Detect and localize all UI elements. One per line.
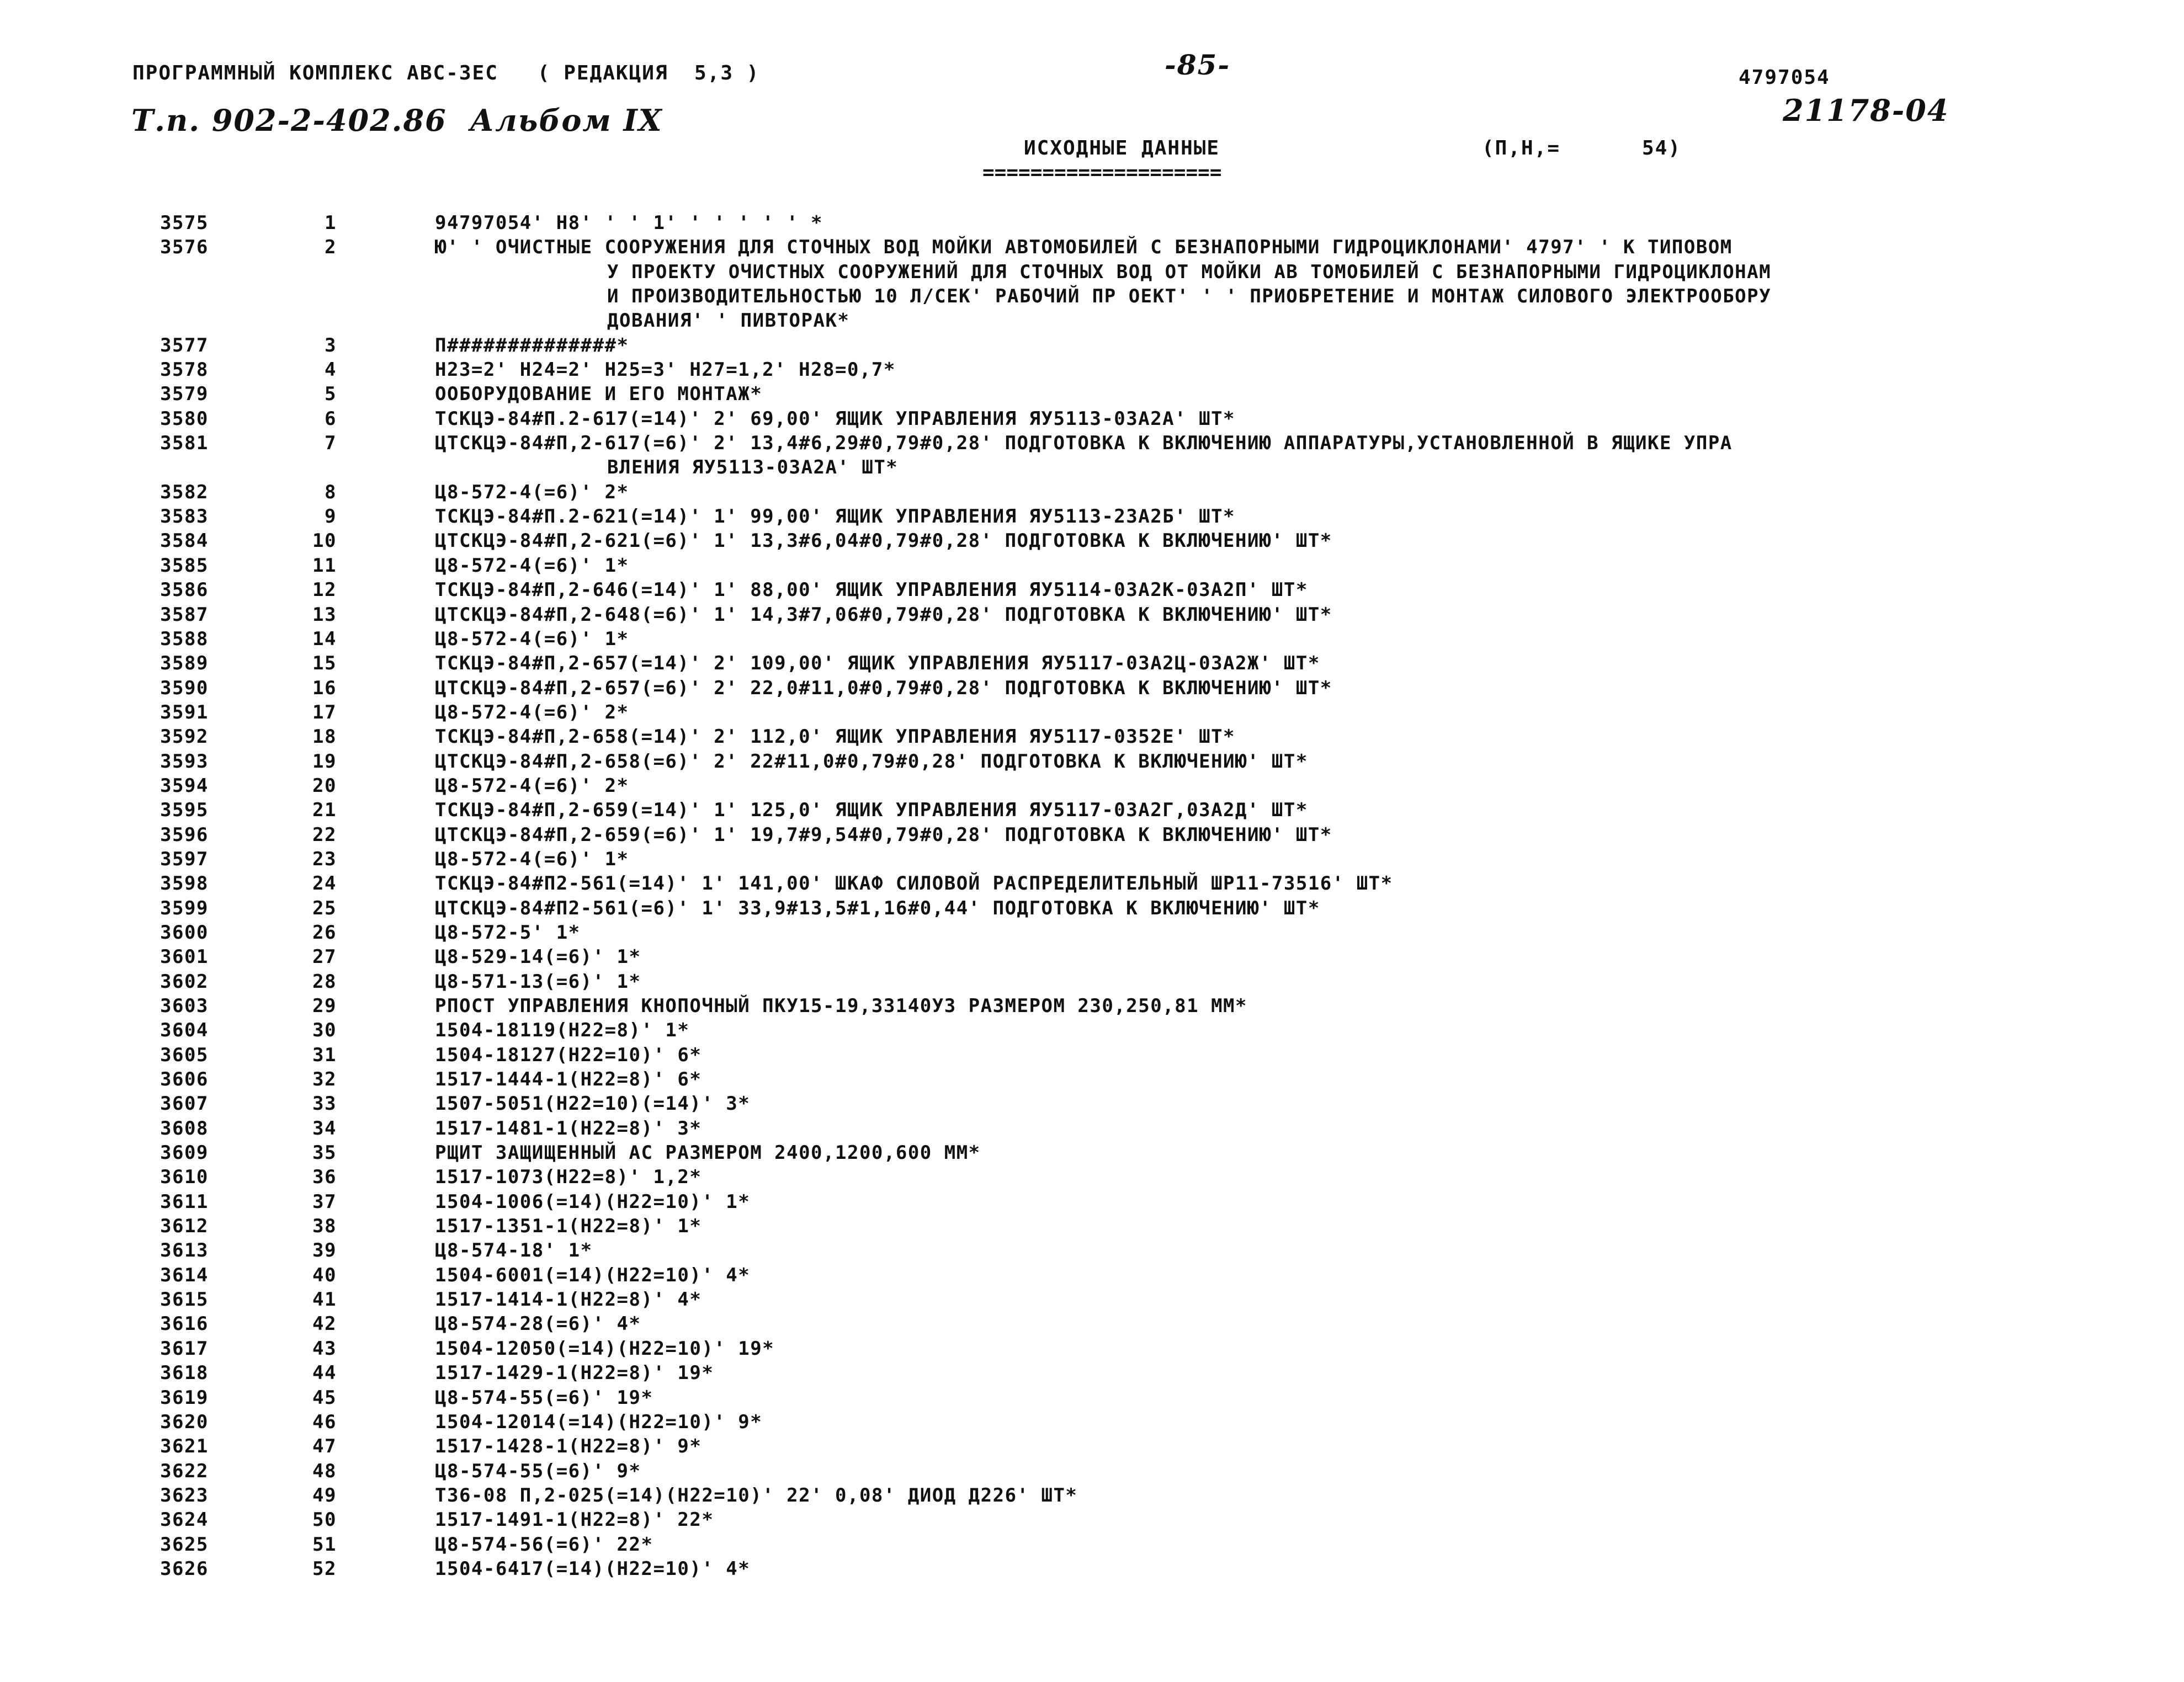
pn-label: (П,Н,=: [1482, 137, 1561, 159]
listing-row: [0, 1387, 2184, 1411]
record-number: 3624: [160, 1509, 209, 1531]
record-number: 3594: [160, 774, 209, 797]
line-index: 21: [312, 799, 337, 822]
record-number: 3587: [160, 603, 209, 626]
record-text: Ц8-572-4(=6)' 2*: [435, 774, 629, 797]
record-number: 3618: [160, 1362, 209, 1385]
line-index: 14: [312, 627, 337, 650]
record-number: 3608: [160, 1117, 209, 1140]
record-text: 1504-6417(=14)(Н22=10)' 4*: [435, 1557, 751, 1580]
pn-value: 54): [1642, 137, 1682, 159]
listing-row: [0, 505, 2184, 530]
line-index: 27: [312, 946, 337, 968]
line-index: 23: [312, 848, 337, 870]
line-index: 15: [312, 652, 337, 675]
record-text: 1517-1428-1(Н22=8)' 9*: [435, 1435, 702, 1458]
record-text: Ю' ' ОЧИСТНЫЕ СООРУЖЕНИЯ ДЛЯ СТОЧНЫХ ВОД МОЙКИ АВТОМОБИЛЕЙ С БЕЗНАПОРНЫМИ ГИДРОЦИКЛОНАМИ' 4797' ' К ТИПОВОМ: [435, 236, 1733, 259]
record-number: 3576: [160, 236, 209, 259]
program-header: ПРОГРАММНЫЙ КОМПЛЕКС АВС-3ЕС ( РЕДАКЦИЯ 5,3 ): [132, 62, 760, 84]
record-text: Ц8-574-28(=6)' 4*: [435, 1313, 641, 1335]
line-index: 8: [325, 481, 337, 503]
line-index: 38: [312, 1215, 337, 1238]
line-index: 5: [325, 383, 337, 406]
record-text: ТСКЦЭ-84#П,2-659(=14)' 1' 125,0' ЯЩИК УПРАВЛЕНИЯ ЯУ5117-03А2Г,03А2Д' ШТ*: [435, 799, 1308, 822]
line-index: 50: [312, 1509, 337, 1531]
listing-row: [0, 481, 2184, 505]
record-number: 3601: [160, 946, 209, 968]
record-number: 3577: [160, 334, 209, 356]
listing-row: [0, 726, 2184, 750]
record-number: 3578: [160, 359, 209, 381]
record-text: ЦТСКЦЭ-84#П,2-648(=6)' 1' 14,3#7,06#0,79#0,28' ПОДГОТОВКА К ВКЛЮЧЕНИЮ' ШТ*: [435, 603, 1332, 626]
line-index: 6: [325, 407, 337, 430]
record-number: 3616: [160, 1313, 209, 1335]
line-index: 1: [325, 212, 337, 234]
listing-row: [0, 383, 2184, 407]
listing-row: [0, 432, 2184, 456]
record-text: Т36-08 П,2-025(=14)(Н22=10)' 22' 0,08' ДИОД Д226' ШТ*: [435, 1484, 1078, 1507]
listing-row-continuation: [0, 261, 2184, 285]
record-number: 3611: [160, 1190, 209, 1213]
record-text: РПОСТ УПРАВЛЕНИЯ КНОПОЧНЫЙ ПКУ15-19,33140У3 РАЗМЕРОМ 230,250,81 ММ*: [435, 995, 1247, 1017]
record-text: Ц8-574-56(=6)' 22*: [435, 1533, 653, 1556]
listing-row: [0, 1191, 2184, 1215]
line-index: 9: [325, 505, 337, 528]
record-text: Ц8-574-55(=6)' 9*: [435, 1460, 641, 1482]
record-number: 3606: [160, 1068, 209, 1091]
record-text: ДОВАНИЯ' ' ПИВТОРАК*: [607, 310, 850, 332]
line-index: 2: [325, 236, 337, 259]
listing-row: [0, 1484, 2184, 1509]
record-text: Ц8-572-4(=6)' 2*: [435, 701, 629, 723]
record-text: 1517-1073(Н22=8)' 1,2*: [435, 1166, 702, 1189]
listing-row: [0, 971, 2184, 995]
record-text: ВЛЕНИЯ ЯУ5113-03А2А' ШТ*: [607, 456, 899, 479]
record-number: 3584: [160, 530, 209, 552]
record-number: 3619: [160, 1386, 209, 1409]
record-number: 3593: [160, 750, 209, 773]
record-number: 3596: [160, 823, 209, 846]
listing-row: [0, 775, 2184, 799]
page-mark: -85-: [1165, 49, 1231, 81]
record-number: 3612: [160, 1215, 209, 1238]
record-number: 3615: [160, 1289, 209, 1311]
listing-row: [0, 1166, 2184, 1190]
record-text: ЦТСКЦЭ-84#П,2-658(=6)' 2' 22#11,0#0,79#0,28' ПОДГОТОВКА К ВКЛЮЧЕНИЮ' ШТ*: [435, 750, 1308, 773]
record-number: 3590: [160, 677, 209, 699]
record-number: 3610: [160, 1166, 209, 1189]
record-text: ЦТСКЦЭ-84#П,2-621(=6)' 1' 13,3#6,04#0,79#0,28' ПОДГОТОВКА К ВКЛЮЧЕНИЮ' ШТ*: [435, 530, 1332, 552]
record-text: Ц8-571-13(=6)' 1*: [435, 970, 641, 993]
line-index: 35: [312, 1142, 337, 1164]
listing-row-continuation: [0, 456, 2184, 481]
listing-row: [0, 1509, 2184, 1533]
record-text: ТСКЦЭ-84#П2-561(=14)' 1' 141,00' ШКАФ СИЛОВОЙ РАСПРЕДЕЛИТЕЛЬНЫЙ ШР11-73516' ШТ*: [435, 872, 1393, 895]
line-index: 32: [312, 1068, 337, 1091]
line-index: 7: [325, 432, 337, 455]
record-text: 1517-1481-1(Н22=8)' 3*: [435, 1117, 702, 1140]
line-index: 25: [312, 897, 337, 919]
record-number: 3626: [160, 1557, 209, 1580]
listing-row: [0, 1338, 2184, 1362]
listing-row-continuation: [0, 285, 2184, 310]
record-text: ТСКЦЭ-84#П,2-658(=14)' 2' 112,0' ЯЩИК УПРАВЛЕНИЯ ЯУ5117-0352Е' ШТ*: [435, 726, 1236, 748]
record-text: ТСКЦЭ-84#П,2-646(=14)' 1' 88,00' ЯЩИК УПРАВЛЕНИЯ ЯУ5114-03А2К-03А2П' ШТ*: [435, 579, 1308, 602]
record-number: 3591: [160, 701, 209, 723]
line-index: 43: [312, 1337, 337, 1360]
listing-row: [0, 922, 2184, 946]
listing-row: [0, 604, 2184, 628]
record-text: 1517-1429-1(Н22=8)' 19*: [435, 1362, 714, 1385]
record-text: ТСКЦЭ-84#П,2-657(=14)' 2' 109,00' ЯЩИК УПРАВЛЕНИЯ ЯУ5117-03А2Ц-03А2Ж' ШТ*: [435, 652, 1320, 675]
listing-row: [0, 628, 2184, 652]
record-text: Ц8-572-4(=6)' 2*: [435, 481, 629, 503]
record-text: Ц8-572-4(=6)' 1*: [435, 627, 629, 650]
listing-row: [0, 1460, 2184, 1484]
line-index: 19: [312, 750, 337, 773]
line-index: 51: [312, 1533, 337, 1556]
record-text: ООБОРУДОВАНИЕ И ЕГО МОНТАЖ*: [435, 383, 763, 406]
listing-row: [0, 1289, 2184, 1313]
listing-row: [0, 408, 2184, 432]
line-index: 16: [312, 677, 337, 699]
line-index: 20: [312, 774, 337, 797]
record-text: 1504-12050(=14)(Н22=10)' 19*: [435, 1337, 775, 1360]
listing-row: [0, 1044, 2184, 1068]
line-index: 49: [312, 1484, 337, 1507]
record-number: 3602: [160, 970, 209, 993]
line-index: 13: [312, 603, 337, 626]
record-text: ТСКЦЭ-84#П.2-621(=14)' 1' 99,00' ЯЩИК УПРАВЛЕНИЯ ЯУ5113-23А2Б' ШТ*: [435, 505, 1236, 528]
record-number: 3605: [160, 1044, 209, 1066]
record-number: 3622: [160, 1460, 209, 1482]
line-index: 26: [312, 921, 337, 944]
listing-row: [0, 750, 2184, 775]
record-text: Ц8-572-4(=6)' 1*: [435, 554, 629, 577]
line-index: 33: [312, 1093, 337, 1115]
record-number: 3579: [160, 383, 209, 406]
line-index: 37: [312, 1190, 337, 1213]
listing-row: [0, 897, 2184, 922]
record-text: 1507-5051(Н22=10)(=14)' 3*: [435, 1093, 751, 1115]
record-text: У ПРОЕКТУ ОЧИСТНЫХ СООРУЖЕНИЙ ДЛЯ СТОЧНЫХ ВОД ОТ МОЙКИ АВ ТОМОБИЛЕЙ С БЕЗНАПОРНЫМИ ГИДРОЦИКЛОНАМ: [607, 260, 1772, 283]
listing-row: [0, 848, 2184, 872]
line-index: 17: [312, 701, 337, 723]
record-number: 3620: [160, 1410, 209, 1433]
line-index: 46: [312, 1410, 337, 1433]
record-text: 1504-12014(=14)(Н22=10)' 9*: [435, 1410, 763, 1433]
listing-row: [0, 555, 2184, 579]
record-text: Ц8-574-55(=6)' 19*: [435, 1386, 653, 1409]
listing-row: [0, 701, 2184, 726]
listing-row: [0, 1264, 2184, 1289]
line-index: 30: [312, 1019, 337, 1042]
listing-row: [0, 872, 2184, 897]
record-text: 1504-6001(=14)(Н22=10)' 4*: [435, 1264, 751, 1286]
section-underline: ====================: [982, 161, 1222, 184]
listing-row: [0, 1019, 2184, 1044]
line-index: 52: [312, 1557, 337, 1580]
record-number: 3609: [160, 1142, 209, 1164]
listing-row: [0, 530, 2184, 554]
record-text: ЦТСКЦЭ-84#П,2-659(=6)' 1' 19,7#9,54#0,79#0,28' ПОДГОТОВКА К ВКЛЮЧЕНИЮ' ШТ*: [435, 823, 1332, 846]
record-text: 1504-18127(Н22=10)' 6*: [435, 1044, 702, 1066]
record-text: Ц8-574-18' 1*: [435, 1239, 593, 1262]
record-text: 1517-1444-1(Н22=8)' 6*: [435, 1068, 702, 1091]
line-index: 10: [312, 530, 337, 552]
record-number: 3592: [160, 726, 209, 748]
record-text: Н23=2' Н24=2' Н25=3' Н27=1,2' Н28=0,7*: [435, 359, 896, 381]
record-number: 3607: [160, 1093, 209, 1115]
record-number: 3600: [160, 921, 209, 944]
listing-row: [0, 1093, 2184, 1117]
listing-row: [0, 946, 2184, 970]
record-text: ЦТСКЦЭ-84#П,2-657(=6)' 2' 22,0#11,0#0,79#0,28' ПОДГОТОВКА К ВКЛЮЧЕНИЮ' ШТ*: [435, 677, 1332, 699]
listing-row: [0, 1411, 2184, 1435]
record-text: 1504-1006(=14)(Н22=10)' 1*: [435, 1190, 751, 1213]
record-text: ЦТСКЦЭ-84#П,2-617(=6)' 2' 13,4#6,29#0,79#0,28' ПОДГОТОВКА К ВКЛЮЧЕНИЮ АППАРАТУРЫ,УСТАНОВЛЕННОЙ В ЯЩИКЕ УПРА: [435, 432, 1733, 455]
record-text: РЩИТ ЗАЩИЩЕННЫЙ АС РАЗМЕРОМ 2400,1200,600 ММ*: [435, 1142, 981, 1164]
doc-number: 4797054: [1739, 66, 1830, 89]
record-text: ТСКЦЭ-84#П.2-617(=14)' 2' 69,00' ЯЩИК УПРАВЛЕНИЯ ЯУ5113-03А2А' ШТ*: [435, 407, 1236, 430]
line-index: 28: [312, 970, 337, 993]
listing-row: [0, 334, 2184, 359]
record-number: 3599: [160, 897, 209, 919]
album-handwritten: Т.п. 902-2-402.86 Альбом IX: [131, 103, 663, 138]
record-number: 3625: [160, 1533, 209, 1556]
record-text: 1517-1414-1(Н22=8)' 4*: [435, 1289, 702, 1311]
listing-row: [0, 1534, 2184, 1558]
record-number: 3581: [160, 432, 209, 455]
listing-row: [0, 799, 2184, 823]
line-index: 3: [325, 334, 337, 356]
record-number: 3597: [160, 848, 209, 870]
record-number: 3588: [160, 627, 209, 650]
line-index: 18: [312, 726, 337, 748]
record-number: 3575: [160, 212, 209, 234]
line-index: 41: [312, 1289, 337, 1311]
record-number: 3603: [160, 995, 209, 1017]
record-number: 3582: [160, 481, 209, 503]
line-index: 45: [312, 1386, 337, 1409]
record-number: 3595: [160, 799, 209, 822]
record-text: Ц8-572-5' 1*: [435, 921, 581, 944]
record-text: Ц8-529-14(=6)' 1*: [435, 946, 641, 968]
listing-row: [0, 359, 2184, 383]
listing-row: [0, 824, 2184, 848]
record-number: 3613: [160, 1239, 209, 1262]
record-number: 3583: [160, 505, 209, 528]
line-index: 44: [312, 1362, 337, 1385]
line-index: 11: [312, 554, 337, 577]
line-index: 36: [312, 1166, 337, 1189]
line-index: 39: [312, 1239, 337, 1262]
listing-row: [0, 1068, 2184, 1093]
line-index: 48: [312, 1460, 337, 1482]
line-index: 22: [312, 823, 337, 846]
section-title: ИСХОДНЫЕ ДАННЫЕ: [1024, 137, 1220, 159]
listing-row: [0, 236, 2184, 260]
record-number: 3617: [160, 1337, 209, 1360]
listing-row: [0, 677, 2184, 701]
line-index: 34: [312, 1117, 337, 1140]
listing-row: [0, 1558, 2184, 1582]
record-text: ЦТСКЦЭ-84#П2-561(=6)' 1' 33,9#13,5#1,16#0,44' ПОДГОТОВКА К ВКЛЮЧЕНИЮ' ШТ*: [435, 897, 1320, 919]
record-text: Ц8-572-4(=6)' 1*: [435, 848, 629, 870]
listing-row: [0, 1362, 2184, 1386]
line-index: 31: [312, 1044, 337, 1066]
doc-code-handwritten: 21178-04: [1783, 93, 1949, 128]
record-text: 94797054' Н8' ' ' 1' ' ' ' ' ' *: [435, 212, 823, 234]
line-index: 4: [325, 359, 337, 381]
listing-row: [0, 212, 2184, 236]
data-listing: [0, 212, 2184, 1582]
record-number: 3621: [160, 1435, 209, 1458]
listing-row: [0, 1239, 2184, 1264]
record-number: 3585: [160, 554, 209, 577]
record-number: 3589: [160, 652, 209, 675]
line-index: 40: [312, 1264, 337, 1286]
listing-row: [0, 1313, 2184, 1337]
record-number: 3580: [160, 407, 209, 430]
listing-row-continuation: [0, 310, 2184, 334]
record-number: 3604: [160, 1019, 209, 1042]
line-index: 29: [312, 995, 337, 1017]
record-text: П##############*: [435, 334, 629, 356]
listing-row: [0, 579, 2184, 603]
listing-row: [0, 1117, 2184, 1142]
listing-row: [0, 995, 2184, 1019]
record-text: 1517-1491-1(Н22=8)' 22*: [435, 1509, 714, 1531]
record-text: 1504-18119(Н22=8)' 1*: [435, 1019, 690, 1042]
line-index: 12: [312, 579, 337, 602]
record-number: 3623: [160, 1484, 209, 1507]
line-index: 47: [312, 1435, 337, 1458]
record-number: 3598: [160, 872, 209, 895]
record-text: 1517-1351-1(Н22=8)' 1*: [435, 1215, 702, 1238]
listing-row: [0, 652, 2184, 677]
record-number: 3614: [160, 1264, 209, 1286]
line-index: 24: [312, 872, 337, 895]
record-text: И ПРОИЗВОДИТЕЛЬНОСТЬЮ 10 Л/СЕК' РАБОЧИЙ ПР ОЕКТ' ' ' ПРИОБРЕТЕНИЕ И МОНТАЖ СИЛОВОГО ЭЛЕКТРООБОРУ: [607, 285, 1772, 308]
record-number: 3586: [160, 579, 209, 602]
listing-row: [0, 1215, 2184, 1239]
line-index: 42: [312, 1313, 337, 1335]
listing-row: [0, 1435, 2184, 1460]
listing-row: [0, 1142, 2184, 1166]
